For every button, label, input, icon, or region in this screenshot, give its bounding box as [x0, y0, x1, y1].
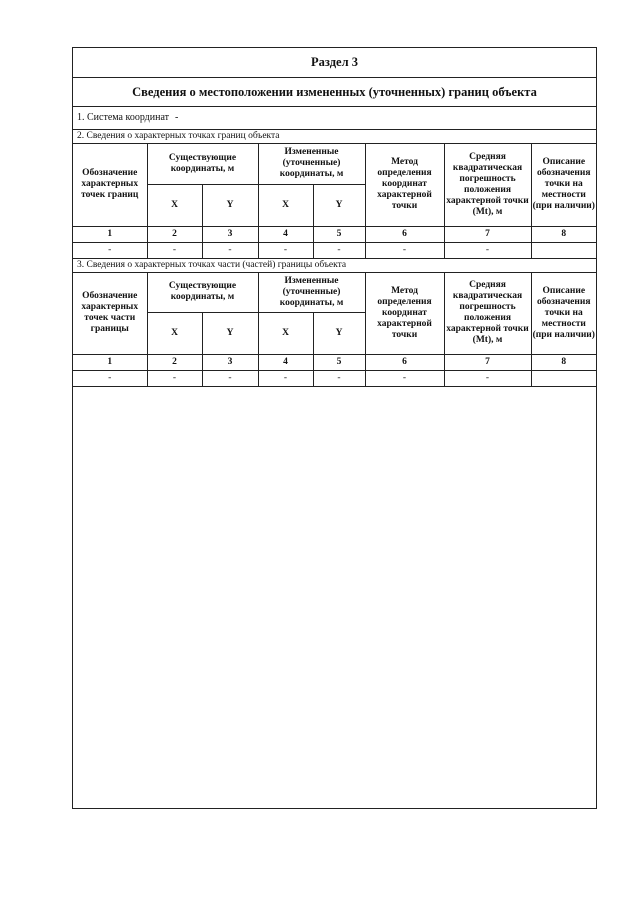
column-number: 5 [313, 355, 365, 371]
column-number: 3 [202, 355, 258, 371]
section-title: Раздел 3 [73, 48, 596, 78]
table2-header-point-designation: Обозначение характерных точек части границы [73, 273, 147, 355]
table2-header-y-changed: Y [313, 313, 365, 355]
table2-header-error: Средняя квадратическая погрешность положения характерной точки (Mt), м [444, 273, 531, 355]
column-number: 7 [444, 355, 531, 371]
table-cell: - [258, 371, 313, 387]
table2-header-changed-coords: Измененные (уточненные) координаты, м [258, 273, 365, 313]
table-cell: - [365, 371, 444, 387]
boundary-points-table [73, 144, 596, 259]
table-cell [531, 371, 596, 387]
column-number: 1 [73, 355, 147, 371]
part-boundary-points-table [73, 273, 596, 388]
column-number: 5 [313, 226, 365, 242]
table-cell: - [365, 242, 444, 258]
table2-header-description: Описание обозначения точки на местности (при наличии) [531, 273, 596, 355]
table-cell: - [73, 242, 147, 258]
table2-header-method: Метод определения координат характерной точки [365, 273, 444, 355]
column-number: 7 [444, 226, 531, 242]
table1-header-existing-coords: Существующие координаты, м [147, 144, 258, 184]
column-number: 6 [365, 226, 444, 242]
column-number: 3 [202, 226, 258, 242]
column-number: 8 [531, 226, 596, 242]
table1-column-numbers [73, 226, 596, 242]
column-number: 8 [531, 355, 596, 371]
table2-header-y-existing: Y [202, 313, 258, 355]
column-number: 1 [73, 226, 147, 242]
table1-header-changed-coords: Измененные (уточненные) координаты, м [258, 144, 365, 184]
coordinate-system-label: 1. Система координат [77, 112, 170, 123]
column-number: 4 [258, 355, 313, 371]
coordinate-system-row [73, 107, 596, 130]
table2-header-x-existing: X [147, 313, 202, 355]
table1-caption: 2. Сведения о характерных точках границ объекта [73, 130, 596, 144]
table2-header-x-changed: X [258, 313, 313, 355]
coordinate-system-value: - [175, 112, 179, 123]
column-number: 6 [365, 355, 444, 371]
table-cell: - [202, 371, 258, 387]
table1-header-x-existing: X [147, 184, 202, 226]
table-row [73, 371, 596, 387]
table1-header-y-existing: Y [202, 184, 258, 226]
table1-header-method: Метод определения координат характерной точки [365, 144, 444, 226]
table-cell: - [313, 242, 365, 258]
section-subtitle: Сведения о местоположении измененных (уточненных) границ объекта [73, 78, 596, 107]
table-cell: - [147, 242, 202, 258]
column-number: 2 [147, 355, 202, 371]
table2-caption: 3. Сведения о характерных точках части (частей) границы объекта [73, 259, 596, 273]
table-row [73, 242, 596, 258]
table1-header-y-changed: Y [313, 184, 365, 226]
table-cell: - [444, 242, 531, 258]
table1-header-description: Описание обозначения точки на местности (при наличии) [531, 144, 596, 226]
table-cell: - [147, 371, 202, 387]
table-cell: - [73, 371, 147, 387]
table1-header-error: Средняя квадратическая погрешность положения характерной точки (Mt), м [444, 144, 531, 226]
table-cell [531, 242, 596, 258]
table-cell: - [313, 371, 365, 387]
column-number: 2 [147, 226, 202, 242]
table2-column-numbers [73, 355, 596, 371]
table1-header-x-changed: X [258, 184, 313, 226]
table-cell: - [202, 242, 258, 258]
column-number: 4 [258, 226, 313, 242]
table-cell: - [444, 371, 531, 387]
table1-header-point-designation: Обозначение характерных точек границ [73, 144, 147, 226]
table-cell: - [258, 242, 313, 258]
form-sheet [72, 47, 597, 809]
table2-header-existing-coords: Существующие координаты, м [147, 273, 258, 313]
